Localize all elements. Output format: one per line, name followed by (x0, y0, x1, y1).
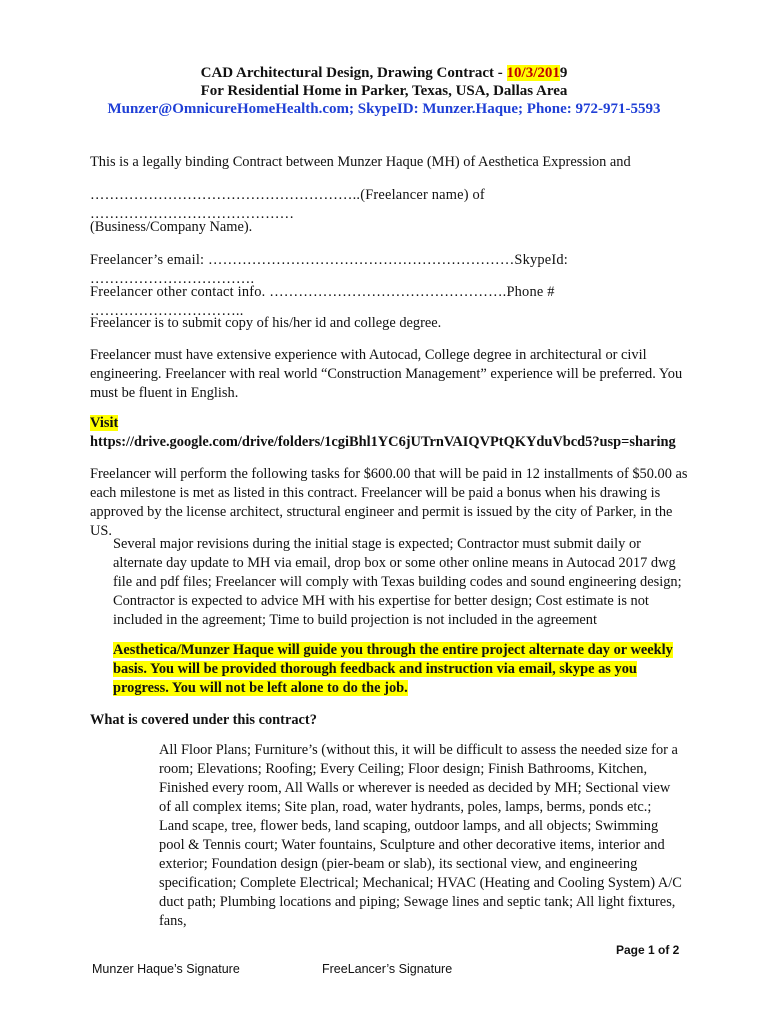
intro-paragraph: This is a legally binding Contract between Munzer Haque (MH) of Aesthetica Expression and (90, 154, 631, 170)
title-block (0, 64, 768, 118)
freelancer-email-field: Freelancer’s email: ………………………………………………………SkypeId: ……………………………. (90, 252, 568, 287)
payment-paragraph: Freelancer will perform the following tasks for $600.00 that will be paid in 12 installments of $50.00 as each milestone is met as listed in this contract. Freelancer will be paid a bonus when his drawing is approved by the license architect, structural engineer and permit is issued by the city of Parker, in the US. (90, 466, 688, 539)
contact-line[interactable]: Munzer@OmnicureHomeHealth.com; SkypeID: Munzer.Haque; Phone: 972-971-5593 (107, 101, 661, 117)
covered-paragraph: All Floor Plans; Furniture’s (without this, it will be difficult to assess the needed size for a room; Elevations; Roofing; Every Ceiling; Floor design; Finish Bathrooms, Kitchen, Finished every room, All Walls or wherever is needed as decided by MH; Sectional view of all complex items; Site plan, road, water hydrants, poles, lamps, berms, ponds etc.; Land scape, tree, flower beds, land scaping, outdoor lamps, and all objects; Swimming pool & Tennis court; Water fountains, Sculpture and other decorative items, interior and exterior; Foundation design (pier-beam or slab), its sectional view, and engineering specification; Complete Electrical; Mechanical; HVAC (Heating and Cooling System) A/C duct path; Plumbing locations and piping; Sewage lines and septic tank; All light fixtures, fans, (159, 742, 682, 929)
freelancer-contact-field: Freelancer other contact info. ………………………………………….Phone # ………………………….. (90, 284, 555, 319)
contract-date: 10/3/201 (506, 65, 560, 81)
covered-heading: What is covered under this contract? (90, 712, 317, 728)
drive-link[interactable]: https://drive.google.com/drive/folders/1cgiBhl1YC6jUTrnVAIQVPtQKYduVbcd5?usp=sharing (90, 434, 676, 450)
page-number: Page 1 of 2 (616, 943, 680, 957)
freelancer-name-field: ………………………………………………..(Freelancer name) of …………………………………… (90, 187, 485, 222)
visit-block (90, 414, 690, 452)
contract-subtitle: For Residential Home in Parker, Texas, USA, Dallas Area (200, 83, 568, 99)
id-requirement: Freelancer is to submit copy of his/her id and college degree. (90, 315, 442, 331)
revisions-paragraph: Several major revisions during the initial stage is expected; Contractor must submit daily or alternate day update to MH via email, drop box or some other online means in Autocad 2017 dwg file and pdf files; Freelancer will comply with Texas building codes and sound engineering design; Contractor is expected to advice MH with his expertise for better design; Cost estimate is not included in the agreement; Time to build projection is not included in the agreement (113, 536, 682, 628)
visit-label: Visit (90, 415, 119, 431)
business-name-field: (Business/Company Name). (90, 219, 253, 235)
guide-paragraph: Aesthetica/Munzer Haque will guide you through the entire project alternate day or weekly basis. You will be provided thorough feedback and instruction via email, skype as you progress. You will not be left alone to do the job. (113, 642, 673, 696)
freelancer-signature-label: FreeLancer’s Signature (322, 962, 453, 976)
contract-title: CAD Architectural Design, Drawing Contract - 10/3/2019 (200, 65, 568, 81)
experience-paragraph: Freelancer must have extensive experience with Autocad, College degree in architectural or civil engineering. Freelancer with real world “Construction Management” experience will be preferred. You must be fluent in English. (90, 347, 683, 401)
mh-signature-label: Munzer Haque’s Signature (92, 962, 240, 976)
